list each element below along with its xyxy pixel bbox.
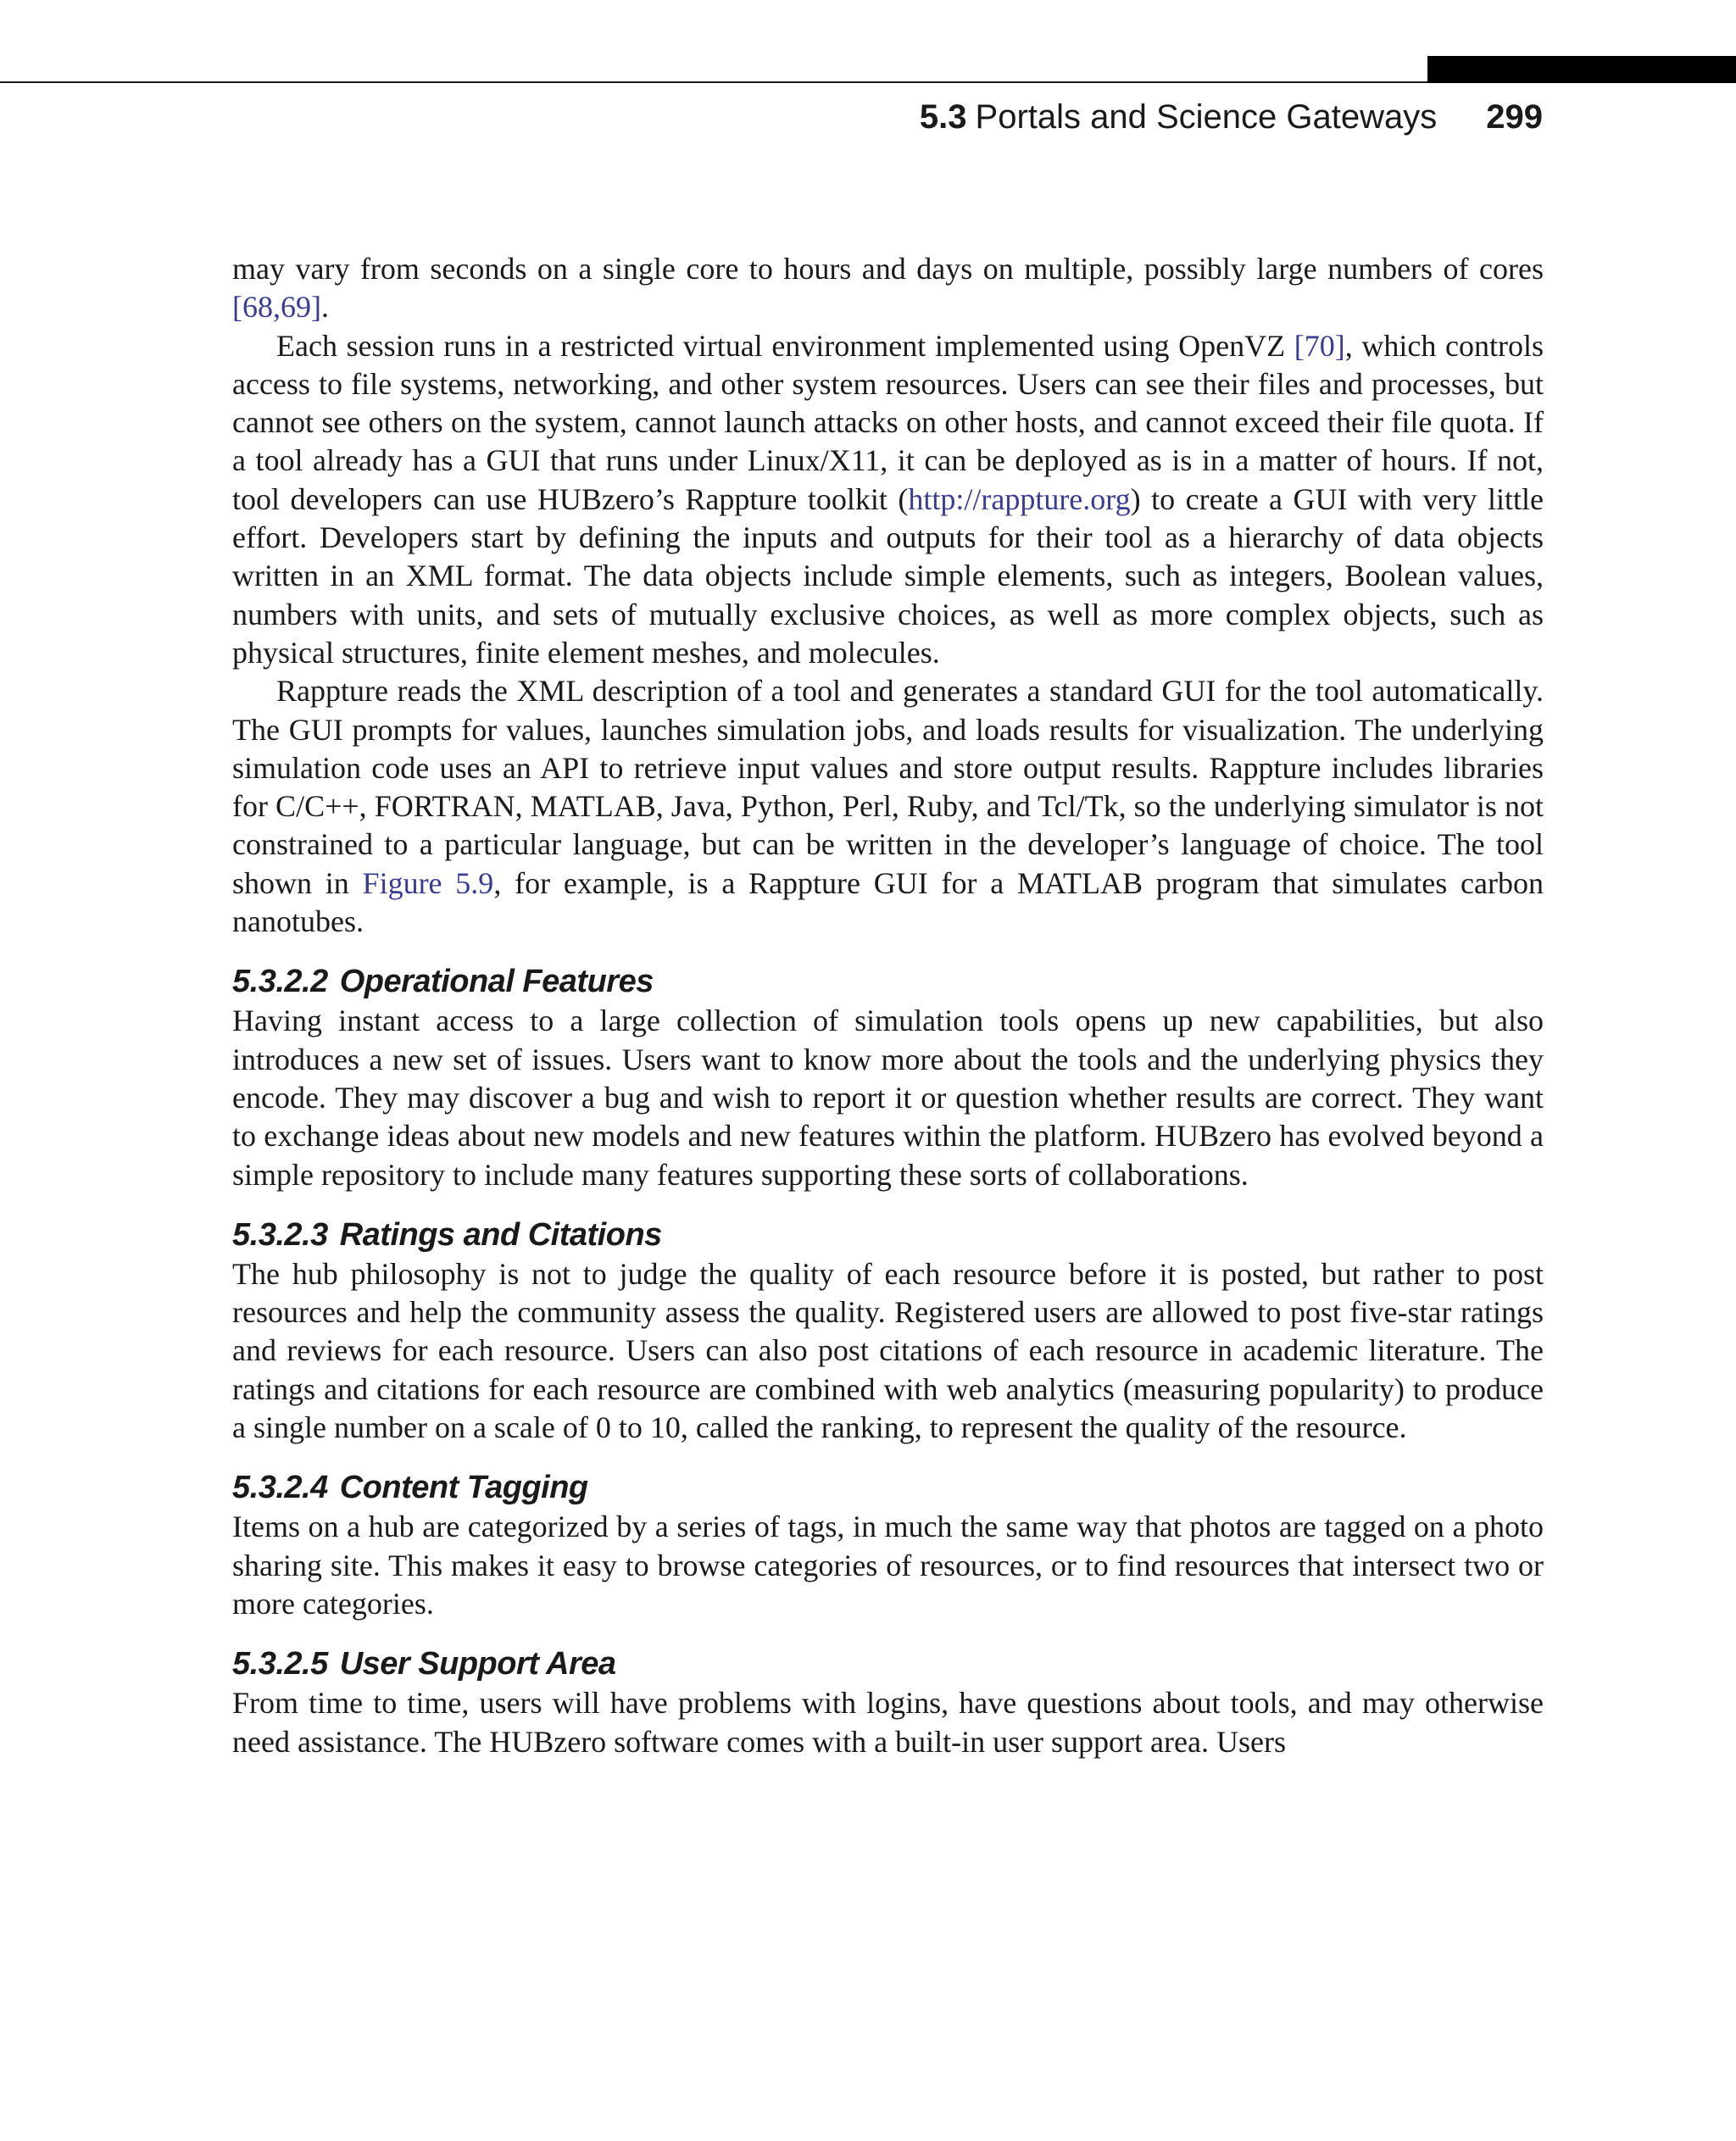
heading-number: 5.3.2.3 — [232, 1216, 328, 1253]
paragraph-text: may vary from seconds on a single core to hours and days on multiple, possibly large numbers of cores — [232, 252, 1544, 286]
paragraph-ratings-citations: The hub philosophy is not to judge the quality of each resource before it is posted, but rather to post resources and help the community assess the quality. Registered users are allowed to post five-star ratings and reviews for each resource. Users can also post citations of each resource in academic literature. The ratings and citations for each resource are combined with web analytics (measuring popularity) to produce a single number on a scale of 0 to 10, called the ranking, to represent the quality of the resource. — [232, 1256, 1544, 1445]
heading-title: Operational Features — [339, 964, 654, 1000]
heading-content-tagging — [232, 1467, 1544, 1508]
paragraph-text: , for example, is a Rappture GUI for a MATLAB program that simulates carbon nanotubes. — [232, 865, 1544, 939]
running-head-section-number: 5.3 — [919, 98, 967, 136]
running-head-section-title: Portals and Science Gateways — [975, 98, 1438, 136]
heading-title: Ratings and Citations — [339, 1216, 662, 1253]
citation-link[interactable]: [70] — [1294, 328, 1345, 363]
page-number: 299 — [1486, 98, 1543, 136]
heading-ratings-citations — [232, 1215, 1544, 1255]
page-body — [232, 250, 1544, 1761]
paragraph-text: ) to create a GUI with very little effort. Developers start by defining the inputs and outputs for their tool as a hierarchy of data objects written in an XML format. The data objects include simple elements, such as integers, Boolean values, numbers with units, and sets of mutually exclusive choices, as well as more complex objects, such as physical structures, finite element meshes, and molecules. — [232, 481, 1544, 670]
running-head — [920, 92, 1543, 142]
citation-link[interactable]: [68,69] — [232, 290, 321, 325]
paragraph-openvz — [232, 327, 1544, 673]
paragraph-text: Rappture reads the XML description of a tool and generates a standard GUI for the tool automatically. The GUI prompts for values, launches simulation jobs, and loads results for visualization. The underlying simulation code uses an API to retrieve input values and store output results. Rappture includes libraries for C/C++, FORTRAN, MATLAB, Java, Python, Perl, Ruby, and Tcl/Tk, so the underlying simulator is not constrained to a particular language, but can be written in the developer’s language of choice. The tool shown in — [232, 674, 1544, 900]
figure-link[interactable]: Figure 5.9 — [362, 865, 494, 900]
heading-title: User Support Area — [339, 1646, 616, 1682]
heading-title: Content Tagging — [339, 1470, 588, 1506]
paragraph-text: . — [320, 290, 329, 325]
heading-operational-features — [232, 961, 1544, 1002]
paragraph-rappture — [232, 672, 1544, 941]
heading-number: 5.3.2.5 — [232, 1646, 328, 1682]
rappture-url-link[interactable]: http://rappture.org — [908, 481, 1131, 516]
heading-number: 5.3.2.2 — [232, 964, 328, 1000]
paragraph-text: Each session runs in a restricted virtual environment implemented using OpenVZ — [276, 328, 1294, 363]
paragraph-operational-features: Having instant access to a large collection of simulation tools opens up new capabilities, but also introduces a new set of issues. Users want to know more about the tools and the underlying physics they encode. They may discover a bug and wish to report it or question whether results are correct. They want to exchange ideas about new models and new features within the platform. HUBzero has evolved beyond a simple repository to include many features supporting these sorts of collaborations. — [232, 1004, 1544, 1192]
paragraph-text: , which controls access to file systems, networking, and other system resources. Users can see their files and processes, but cannot see others on the system, cannot launch attacks on other hosts, and cannot exceed their file quota. If a tool already has a GUI that runs under Linux/X11, it can be deployed as is in a matter of hours. If not, tool developers can use HUBzero’s Rappture toolkit ( — [232, 328, 1544, 516]
heading-user-support — [232, 1643, 1544, 1684]
paragraph-content-tagging: Items on a hub are categorized by a series of tags, in much the same way that photos are tagged on a photo sharing site. This makes it easy to browse categories of resources, or to find resources that intersect two or more categories. — [232, 1510, 1544, 1621]
header-bar — [1427, 56, 1736, 83]
paragraph-user-support: From time to time, users will have problems with logins, have questions about tools, and may otherwise need assistance. The HUBzero software comes with a built-in user support area. Users — [232, 1686, 1544, 1759]
heading-number: 5.3.2.4 — [232, 1470, 328, 1506]
paragraph-continued — [232, 250, 1544, 327]
